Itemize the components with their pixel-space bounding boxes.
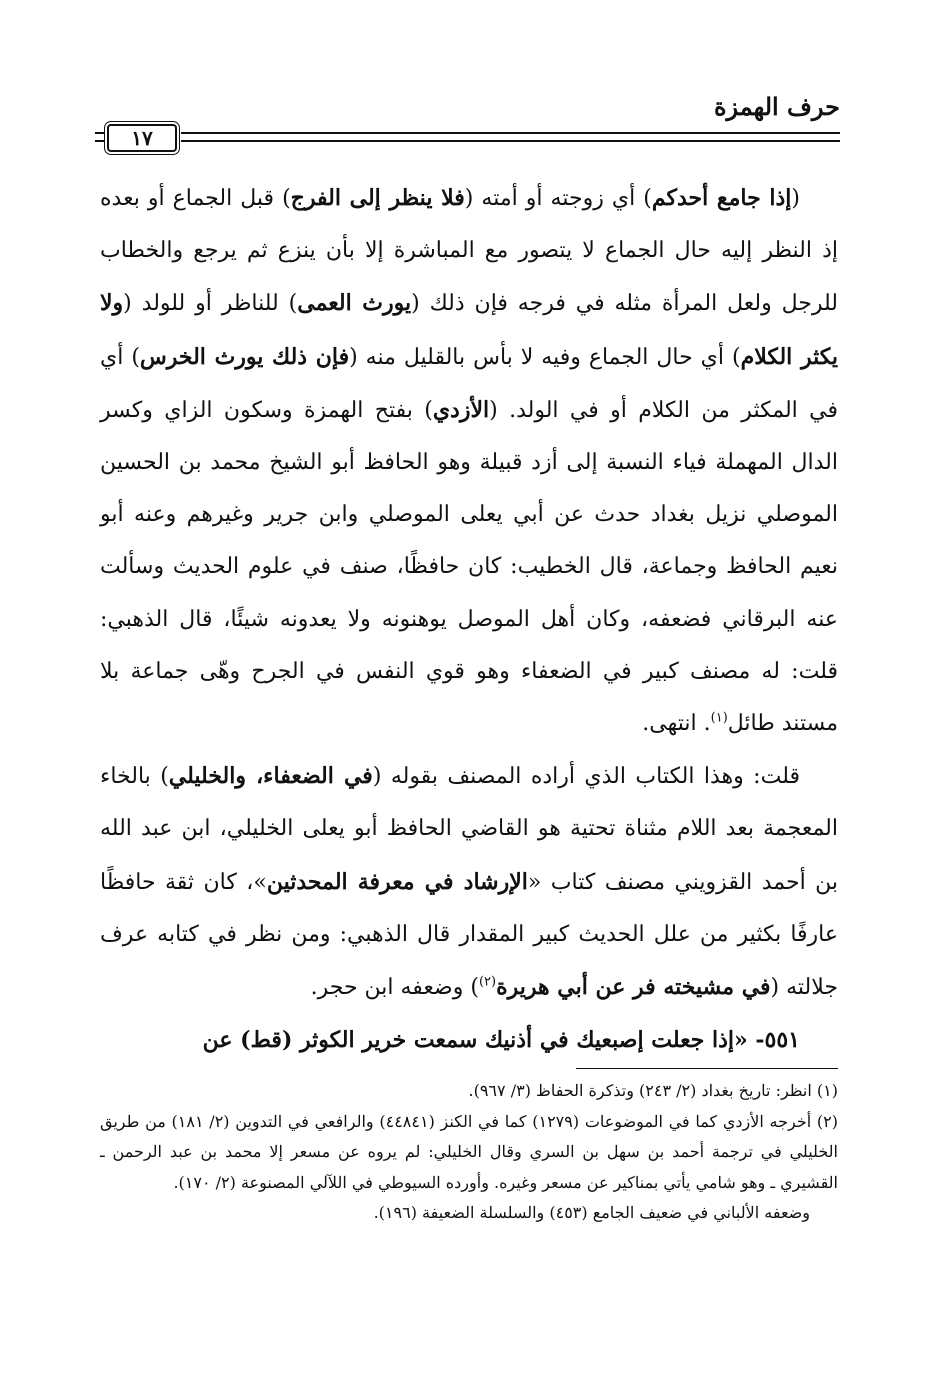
- text-segment: ) أي حال الجماع وفيه لا بأس بالقليل منه (: [349, 344, 741, 370]
- page-number: ١٧: [107, 124, 177, 152]
- footnotes: [100, 1076, 838, 1229]
- text-segment: ) بفتح الهمزة وسكون الزاي وكسر الدال المهملة فياء النسبة إلى أزد قبيلة وهو الحافظ أبو الشيخ محمد بن الحسين الموصلي نزيل بغداد حدث عن أبي يعلى الموصلي وابن جرير وغيرهم وعنه أبو نعيم الحافظ وجماعة، قال الخطيب: كان حافظًا، صنف في علوم الحديث وسألت عنه البرقاني فضعفه، وكان أهل الموصل يوهنونه ولا يعدونه شيئًا، قال الذهبي: قلت: له مصنف كبير في الضعفاء وهو قوي النفس في الجرح وهّى جماعة بلا مستند طائل: [100, 397, 838, 737]
- footnote-2: (٢) أخرجه الأزدي كما في الموضوعات (١٢٧٩) كما في الكنز (٤٤٨٤١) والرافعي في التدوين (٢/ ١٨١) من طريق الخليلي في ترجمة أحمد بن سهل بن السري وقال الخليلي: لم يروه عن مسعر إلا محمد بن عبد الرحمن ـ القشيري ـ وهو شامي يأتي بمناكير عن مسعر وغيره. وأورده السيوطي في اللآلي المصنوعة (٢/ ١٧٠).: [100, 1111, 839, 1192]
- footnote-ref-2[interactable]: (٢): [478, 974, 497, 990]
- bold-term: الإرشاد في معرفة المحدثين: [266, 868, 528, 895]
- bold-term: الأزدي: [432, 396, 490, 423]
- paragraph-2: [100, 750, 838, 1014]
- footnote-ref-1[interactable]: (١): [710, 710, 728, 726]
- bold-term: في مشيخته فر عن أبي هريرة: [496, 974, 771, 1001]
- bold-term: فلا ينظر إلى الفرج: [290, 185, 465, 211]
- footnote-1: (١) انظر: تاريخ بغداد (٢/ ٢٤٣) وتذكرة الحفاظ (٣/ ٩٦٧).: [468, 1081, 838, 1100]
- footnote-2-continued: وضعفه الألباني في ضعيف الجامع (٤٥٣) والسلسلة الضعيفة (١٩٦).: [373, 1203, 810, 1222]
- footnote-divider: [576, 1068, 838, 1069]
- text-segment: ) وضعفه ابن حجر.: [310, 975, 479, 1001]
- header-rule-right: [181, 132, 840, 142]
- text-segment: . انتهى.: [642, 711, 711, 737]
- text-segment: ) أي في المكثر من الكلام أو في الولد. (: [100, 344, 839, 423]
- text-segment: ) قبل الجماع أو بعده إذ النظر إليه حال الجماع لا يتصور مع المباشرة إلا بأن ينزع ثم يرجع والخطاب للرجل ولعل المرأة مثله في فرجه فإن ذلك (: [100, 186, 838, 317]
- text-segment: ) بالخاء المعجمة بعد اللام مثناة تحتية هو القاضي الحافظ أبو يعلى الخليلي، ابن عبد الله بن أحمد القزويني مصنف كتاب «: [100, 764, 838, 895]
- bold-term: في الضعفاء، والخليلي: [168, 763, 373, 790]
- page-header: [95, 90, 840, 150]
- bold-term: ولا يكثر الكلام: [100, 290, 838, 370]
- text-segment: قلت: وهذا الكتاب الذي أراده المصنف بقوله (: [372, 764, 801, 790]
- main-text: [100, 172, 838, 1066]
- paragraph-1: [100, 172, 838, 750]
- bold-term: فإن ذلك يورث الخرس: [139, 343, 350, 370]
- text-segment: »، كان ثقة حافظًا عارفًا بكثير من علل الحديث كبير المقدار قال الذهبي: ومن نظر في كتابه عرف جلالته (: [100, 869, 838, 1001]
- bold-term: إذا جامع أحدكم: [651, 185, 792, 211]
- header-rule: [95, 124, 840, 150]
- hadith-551: ٥٥١- «إذا جعلت إصبعيك في أذنيك سمعت خرير الكوثر (قط) عن: [202, 1027, 800, 1054]
- header-rule-left: [95, 132, 104, 142]
- text-segment: ) أي زوجته أو أمته (: [464, 186, 652, 211]
- text-segment: (: [791, 186, 801, 211]
- text-segment: ) للناظر أو للولد (: [123, 291, 298, 317]
- bold-term: يورث العمى: [297, 290, 412, 317]
- chapter-title: حرف الهمزة: [713, 92, 840, 121]
